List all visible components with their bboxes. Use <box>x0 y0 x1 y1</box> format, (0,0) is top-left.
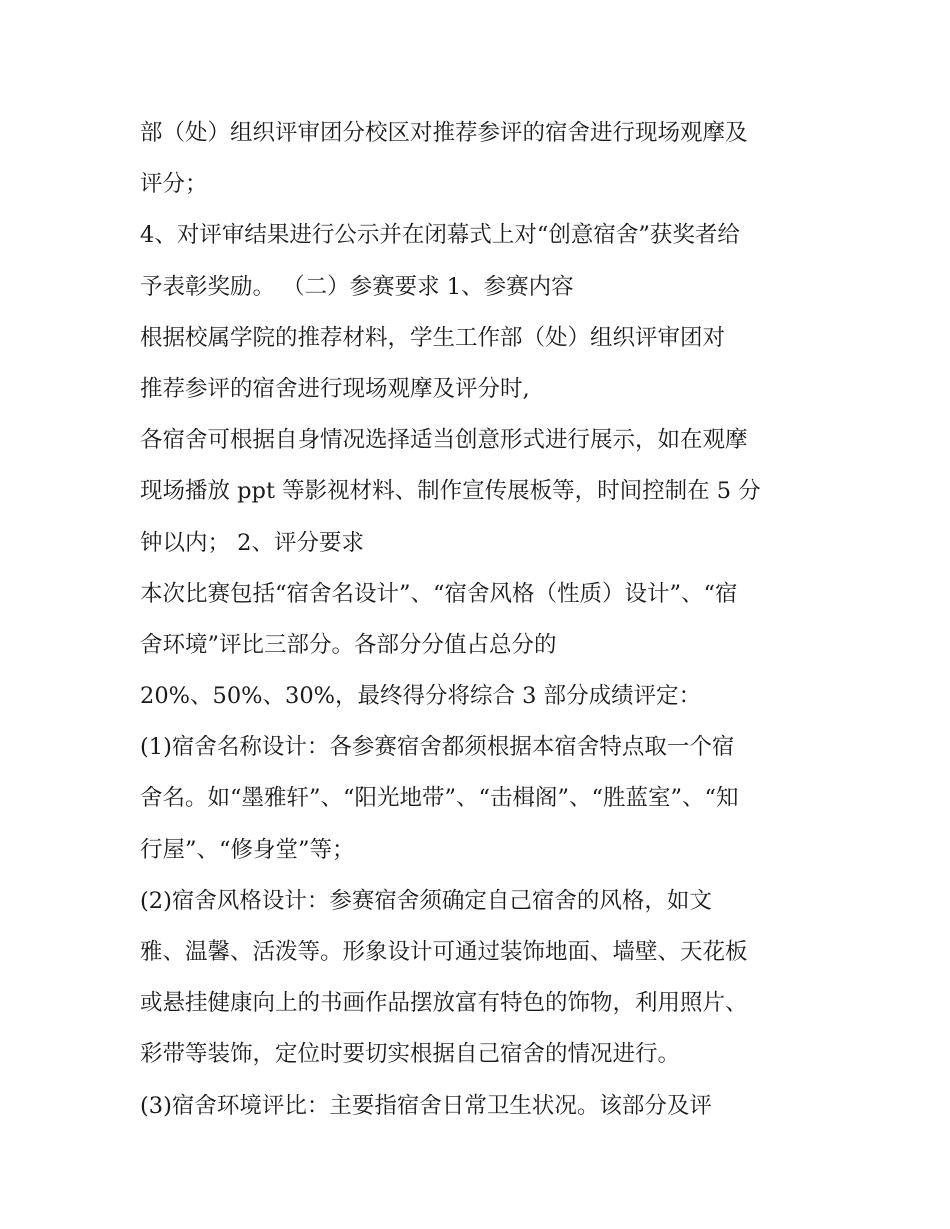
text-line: 舍环境”评比三部分。各部分分值占总分的 <box>140 631 557 658</box>
text-line: (2)宿舍风格设计：参赛宿舍须确定自己宿舍的风格，如文 <box>140 887 712 914</box>
text-line: (1)宿舍名称设计：各参赛宿舍都须根据本宿舍特点取一个宿 <box>140 734 735 761</box>
text-line: 4、对评审结果进行公示并在闭幕式上对“创意宿舍”获奖者给 <box>140 222 740 249</box>
text-line: 20%、50%、30%，最终得分将综合 3 部分成绩评定： <box>140 683 702 710</box>
text-line: 彩带等装饰，定位时要切实根据自己宿舍的情况进行。 <box>140 1041 681 1068</box>
text-line: 予表彰奖励。 （二）参赛要求 1、参赛内容 <box>140 273 574 300</box>
text-line: 雅、温馨、活泼等。形象设计可通过装饰地面、墙壁、天花板 <box>140 939 748 965</box>
text-line: 评分； <box>140 171 208 198</box>
text-line: (3)宿舍环境评比：主要指宿舍日常卫生状况。该部分及评 <box>140 1092 712 1119</box>
text-line: 钟以内； 2、评分要求 <box>140 529 364 556</box>
text-line: 本次比赛包括“宿舍名设计”、“宿舍风格（性质）设计”、“宿 <box>140 580 738 607</box>
text-line: 现场播放 ppt 等影视材料、制作宣传展板等，时间控制在 5 分 <box>140 478 761 505</box>
text-line: 行屋”、“修身堂”等； <box>140 836 355 863</box>
text-line: 或悬挂健康向上的书画作品摆放富有特色的饰物，利用照片、 <box>140 990 748 1017</box>
text-line: 各宿舍可根据自身情况选择适当创意形式进行展示，如在观摩 <box>140 427 748 454</box>
text-line: 推荐参评的宿舍进行现场观摩及评分时, <box>140 375 530 402</box>
document-body-text <box>140 108 830 1132</box>
text-line: 根据校属学院的推荐材料，学生工作部（处）组织评审团对 <box>140 324 726 351</box>
text-line: 舍名。如“墨雅轩”、“阳光地带”、“击楫阁”、“胜蓝室”、“知 <box>140 785 739 812</box>
text-line: 部（处）组织评审团分校区对推荐参评的宿舍进行现场观摩及 <box>140 120 748 146</box>
